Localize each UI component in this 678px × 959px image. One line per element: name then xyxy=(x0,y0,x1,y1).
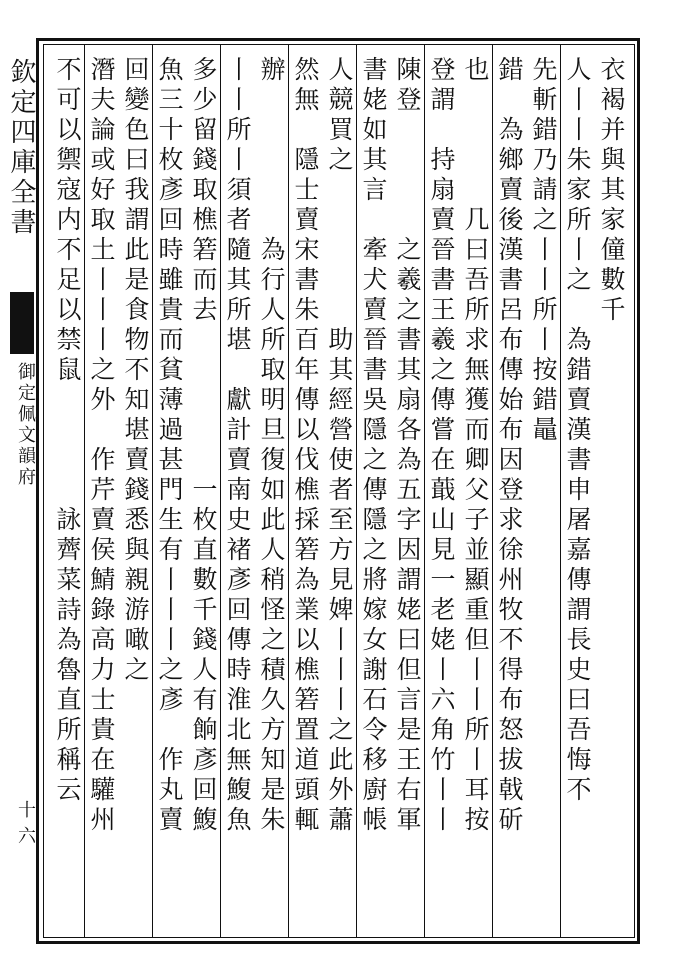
text-column: 陳登 之羲之書其扇各為五字因謂姥曰但言是王右軍 xyxy=(393,56,422,836)
text-column: 不可以禦寇内不足以禁鼠 詠薺菜詩為魯直所稱云 xyxy=(53,56,82,806)
column-rule xyxy=(560,44,561,938)
text-column: 然無 隱士賣宋書朱百年傳以伐樵採箬為業以樵箬置道頭輒 xyxy=(291,56,320,836)
column-rule xyxy=(492,44,493,938)
book-subtitle: 御定佩文韻府 xyxy=(15,362,36,488)
text-column: 也 几曰吾所求無獲而卿父子並顯重但丨丨所丨耳按 xyxy=(461,56,490,836)
text-column: 多少留錢取樵箬而去 一枚直數千錢人有餉彥回鰒 xyxy=(189,56,218,836)
text-column: 人丨丨朱家所丨之 為錯賣漢書申屠嘉傳謂長史曰吾悔不 xyxy=(563,56,592,806)
text-column: 衣褐并與其家僮數千 xyxy=(597,56,626,326)
column-rule xyxy=(84,44,85,938)
column-rule xyxy=(152,44,153,938)
text-column: 辦 為行人所取明旦復如此人稍怪之積久方知是朱 xyxy=(257,56,286,836)
column-rule xyxy=(288,44,289,938)
text-column: 潛夫論或好取土丨丨丨之外 作芹賣侯鯖錄高力士貴在驩州 xyxy=(87,56,116,836)
text-column: 魚三十枚彥回時雖貴而貧薄過甚門生有丨丨丨之彥 作丸賣 xyxy=(155,56,184,836)
text-column: 先斬錯乃請之丨丨所丨按錯鼂 xyxy=(529,56,558,446)
text-column: 回變色曰我謂此是食物不知堪賣錢悉與親游噉之 xyxy=(121,56,150,686)
column-rule xyxy=(424,44,425,938)
margin-black-block xyxy=(10,292,34,354)
column-rule xyxy=(220,44,221,938)
column-rule xyxy=(356,44,357,938)
text-column: 丨丨所丨須者隨其所堪 獻計賣南史褚彥回傳時淮北無鰒魚 xyxy=(223,56,252,836)
page-number: 十六 xyxy=(18,800,36,847)
text-column: 錯 為鄉賣後漢書呂布傳始布因登求徐州牧不得布怒拔戟斫 xyxy=(495,56,524,836)
book-title: 欽定四庫全書 xyxy=(6,58,36,238)
text-column: 人競買之 助其經營使者至方見婢丨丨丨之此外蕭 xyxy=(325,56,354,836)
margin-strip xyxy=(6,38,36,944)
text-column: 登謂 持扇賣晉書王羲之傳嘗在蕺山見一老姥丨六角竹丨丨 xyxy=(427,56,456,836)
text-column: 書姥如其言 牽犬賣晉書吳隱之傳隱之將嫁女謝石令移廚帳 xyxy=(359,56,388,836)
